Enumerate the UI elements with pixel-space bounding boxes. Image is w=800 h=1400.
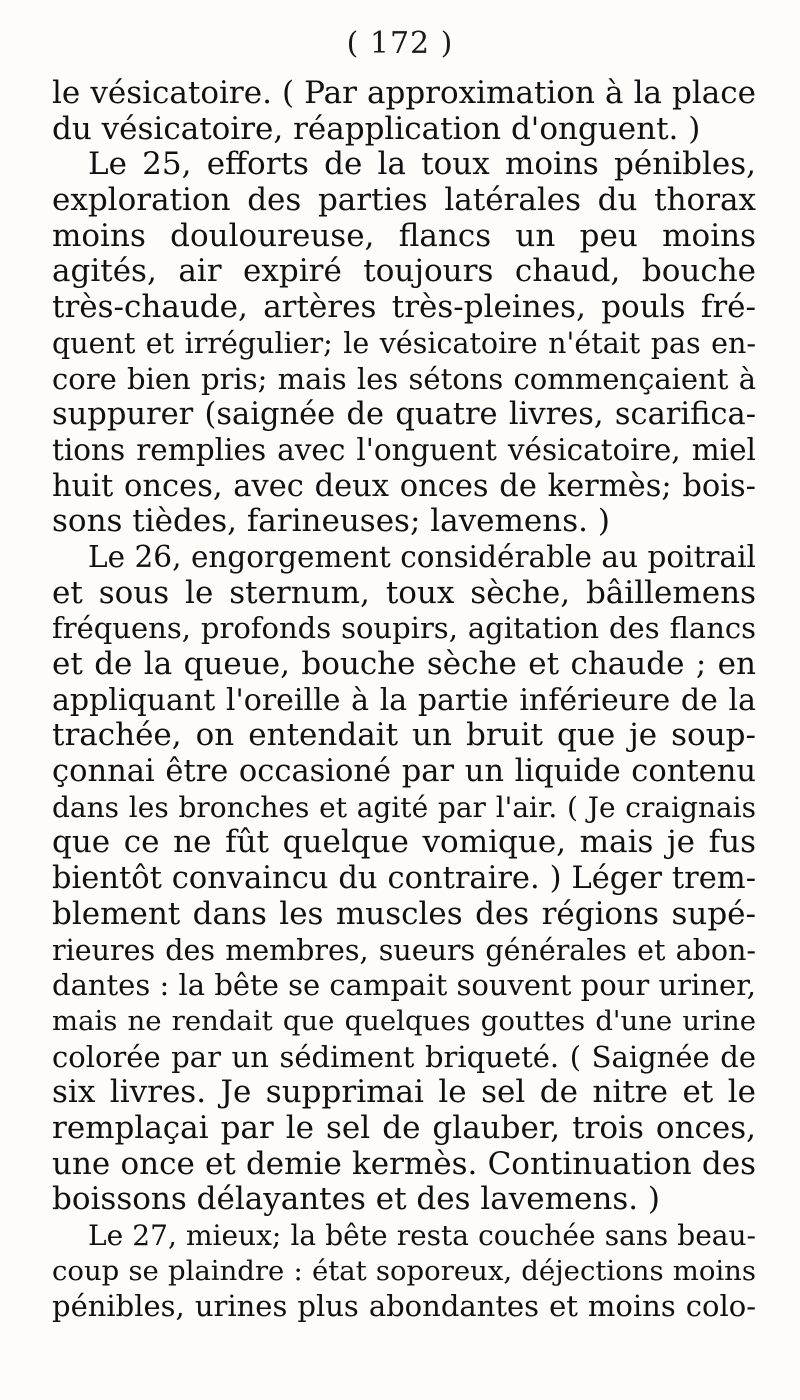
body-text	[52, 76, 756, 1325]
text-line: dantes : la bête se campait souvent pour uriner,	[52, 968, 756, 1003]
page-number: ( 172 )	[346, 26, 454, 61]
text-line: coup se plaindre : état soporeux, déjections moins	[52, 1254, 756, 1287]
text-line: huit onces, avec deux onces de kermès; bois-	[52, 468, 756, 504]
text-line: Le 26, engorgement considérable au poitrail	[88, 539, 756, 574]
text-line: très-chaude, artères très-pleines, pouls fré-	[52, 289, 756, 326]
text-line: suppurer (saignée de quatre livres, scarifica-	[52, 397, 756, 433]
text-line: une once et demie kermès. Continuation des	[52, 1145, 756, 1182]
text-line: quent et irrégulier; le vésicatoire n'était pas en-	[52, 326, 756, 360]
text-line: rieures des membres, sueurs générales et abon-	[52, 933, 756, 967]
text-line: et de la queue, bouche sèche et chaude ; en	[52, 646, 756, 682]
text-line: Le 27, mieux; la bête resta couchée sans beau-	[88, 1219, 756, 1252]
text-line: appliquant l'oreille à la partie inférieure de la	[52, 682, 756, 718]
text-line: sons tièdes, farineuses; lavemens. )	[52, 503, 610, 540]
text-line: fréquens, profonds soupirs, agitation des flancs	[52, 611, 756, 646]
text-line: que ce ne fût quelque vomique, mais je fus	[52, 824, 756, 861]
text-line: le vésicatoire. ( Par approximation à la place	[52, 75, 756, 111]
text-line: exploration des parties latérales du thorax	[52, 182, 756, 219]
text-line: mais ne rendait que quelques gouttes d'une urine	[52, 1004, 756, 1037]
text-line: moins douloureuse, flancs un peu moins	[52, 217, 756, 254]
text-line: tions remplies avec l'onguent vésicatoire, miel	[52, 432, 756, 467]
text-line: boissons délayantes et des lavemens. )	[52, 1181, 661, 1218]
text-line: core bien pris; mais les sétons commençaient à	[52, 361, 756, 396]
text-line: du vésicatoire, réapplication d'onguent. )	[52, 110, 701, 147]
text-line: agités, air expiré toujours chaud, bouche	[52, 253, 756, 290]
text-line: remplaçai par le sel de glauber, trois onces,	[52, 1109, 756, 1146]
text-line: çonnai être occasioné par un liquide contenu	[52, 754, 756, 790]
text-line: pénibles, urines plus abondantes et moins colo-	[52, 1289, 756, 1324]
text-line: blement dans les muscles des régions supé-	[52, 895, 756, 932]
text-line: six livres. Je supprimai le sel de nitre et le	[52, 1074, 756, 1111]
text-line: colorée par un sédiment briqueté. ( Saignée de	[52, 1039, 756, 1074]
text-line: Le 25, efforts de la toux moins pénibles,	[88, 146, 756, 183]
text-line: dans les bronches et agité par l'air. ( Je craignais	[52, 790, 756, 824]
text-line: bientôt convaincu du contraire. ) Léger trem-	[52, 861, 756, 897]
text-line: et sous le sternum, toux sèche, bâillemens	[52, 574, 756, 611]
text-line: trachée, on entendait un bruit que je soup-	[52, 717, 756, 754]
